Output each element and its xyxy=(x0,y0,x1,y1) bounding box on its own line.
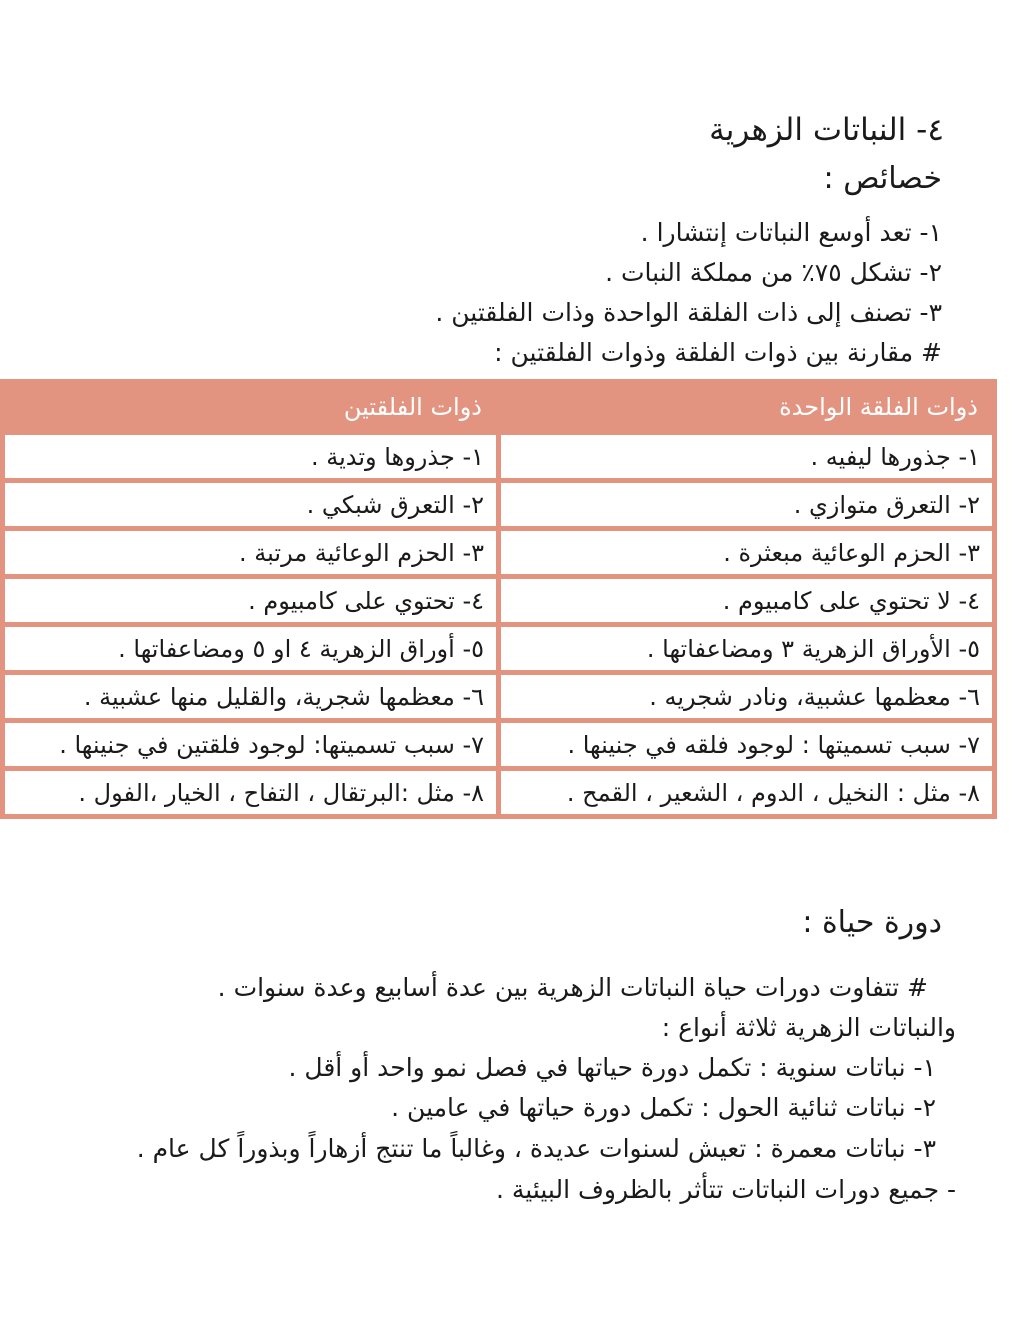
section-subtitle: خصائص : xyxy=(823,161,942,196)
comparison-heading: # مقارنة بين ذوات الفلقة وذوات الفلقتين : xyxy=(494,338,942,367)
table-cell: ٢- التعرق متوازي . xyxy=(499,481,995,529)
table-cell: ٧- سبب تسميتها: لوجود فلقتين في جنينها . xyxy=(3,721,499,769)
table-cell: ٧- سبب تسميتها : لوجود فلقه في جنينها . xyxy=(499,721,995,769)
list-item: ١- نباتات سنوية : تكمل دورة حياتها في فصل نمو واحد أو أقل . xyxy=(288,1053,936,1082)
table-row xyxy=(3,673,995,721)
table-row xyxy=(3,433,995,481)
table-row xyxy=(3,481,995,529)
comparison-table xyxy=(0,379,997,819)
table-cell: ٤- لا تحتوي على كامبيوم . xyxy=(499,577,995,625)
list-item: ٣- تصنف إلى ذات الفلقة الواحدة وذات الفلقتين . xyxy=(435,298,942,327)
table-cell: ٣- الحزم الوعائية مرتبة . xyxy=(3,529,499,577)
section-title: ٤- النباتات الزهرية xyxy=(709,112,944,148)
table-cell: ٦- معظمها شجرية، والقليل منها عشبية . xyxy=(3,673,499,721)
table-cell: ٥- أوراق الزهرية ٤ او ٥ ومضاعفاتها . xyxy=(3,625,499,673)
table-row xyxy=(3,769,995,817)
table-cell: ٥- الأوراق الزهرية ٣ ومضاعفاتها . xyxy=(499,625,995,673)
table-row xyxy=(3,721,995,769)
table-cell: ٨- مثل :البرتقال ، التفاح ، الخيار ،الفول . xyxy=(3,769,499,817)
table-cell: ٦- معظمها عشبية، ونادر شجريه . xyxy=(499,673,995,721)
table-cell: ١- جذورها ليفيه . xyxy=(499,433,995,481)
list-item: ٣- نباتات معمرة : تعيش لسنوات عديدة ، وغالباً ما تنتج أزهاراً وبذوراً كل عام . xyxy=(136,1134,936,1163)
header-monocots: ذوات الفلقة الواحدة xyxy=(499,382,995,433)
table-row xyxy=(3,625,995,673)
header-dicots: ذوات الفلقتين xyxy=(3,382,499,433)
table-row xyxy=(3,529,995,577)
list-item: ٢- تشكل ٧٥٪ من مملكة النبات . xyxy=(605,258,942,287)
table-row xyxy=(3,577,995,625)
list-item: ١- تعد أوسع النباتات إنتشارا . xyxy=(640,218,942,247)
list-item: - جميع دورات النباتات تتأثر بالظروف البيئية . xyxy=(496,1175,956,1204)
lifecycle-title: دورة حياة : xyxy=(802,905,942,940)
table-cell: ٢- التعرق شبكي . xyxy=(3,481,499,529)
table-header-row xyxy=(3,382,995,433)
table-cell: ٨- مثل : النخيل ، الدوم ، الشعير ، القمح . xyxy=(499,769,995,817)
list-item: ٢- نباتات ثنائية الحول : تكمل دورة حياتها في عامين . xyxy=(391,1093,936,1122)
table-cell: ٣- الحزم الوعائية مبعثرة . xyxy=(499,529,995,577)
list-item: والنباتات الزهرية ثلاثة أنواع : xyxy=(661,1013,956,1042)
list-item: # تتفاوت دورات حياة النباتات الزهرية بين عدة أسابيع وعدة سنوات . xyxy=(217,973,928,1002)
table-cell: ١- جذروها وتدية . xyxy=(3,433,499,481)
table-cell: ٤- تحتوي على كامبيوم . xyxy=(3,577,499,625)
